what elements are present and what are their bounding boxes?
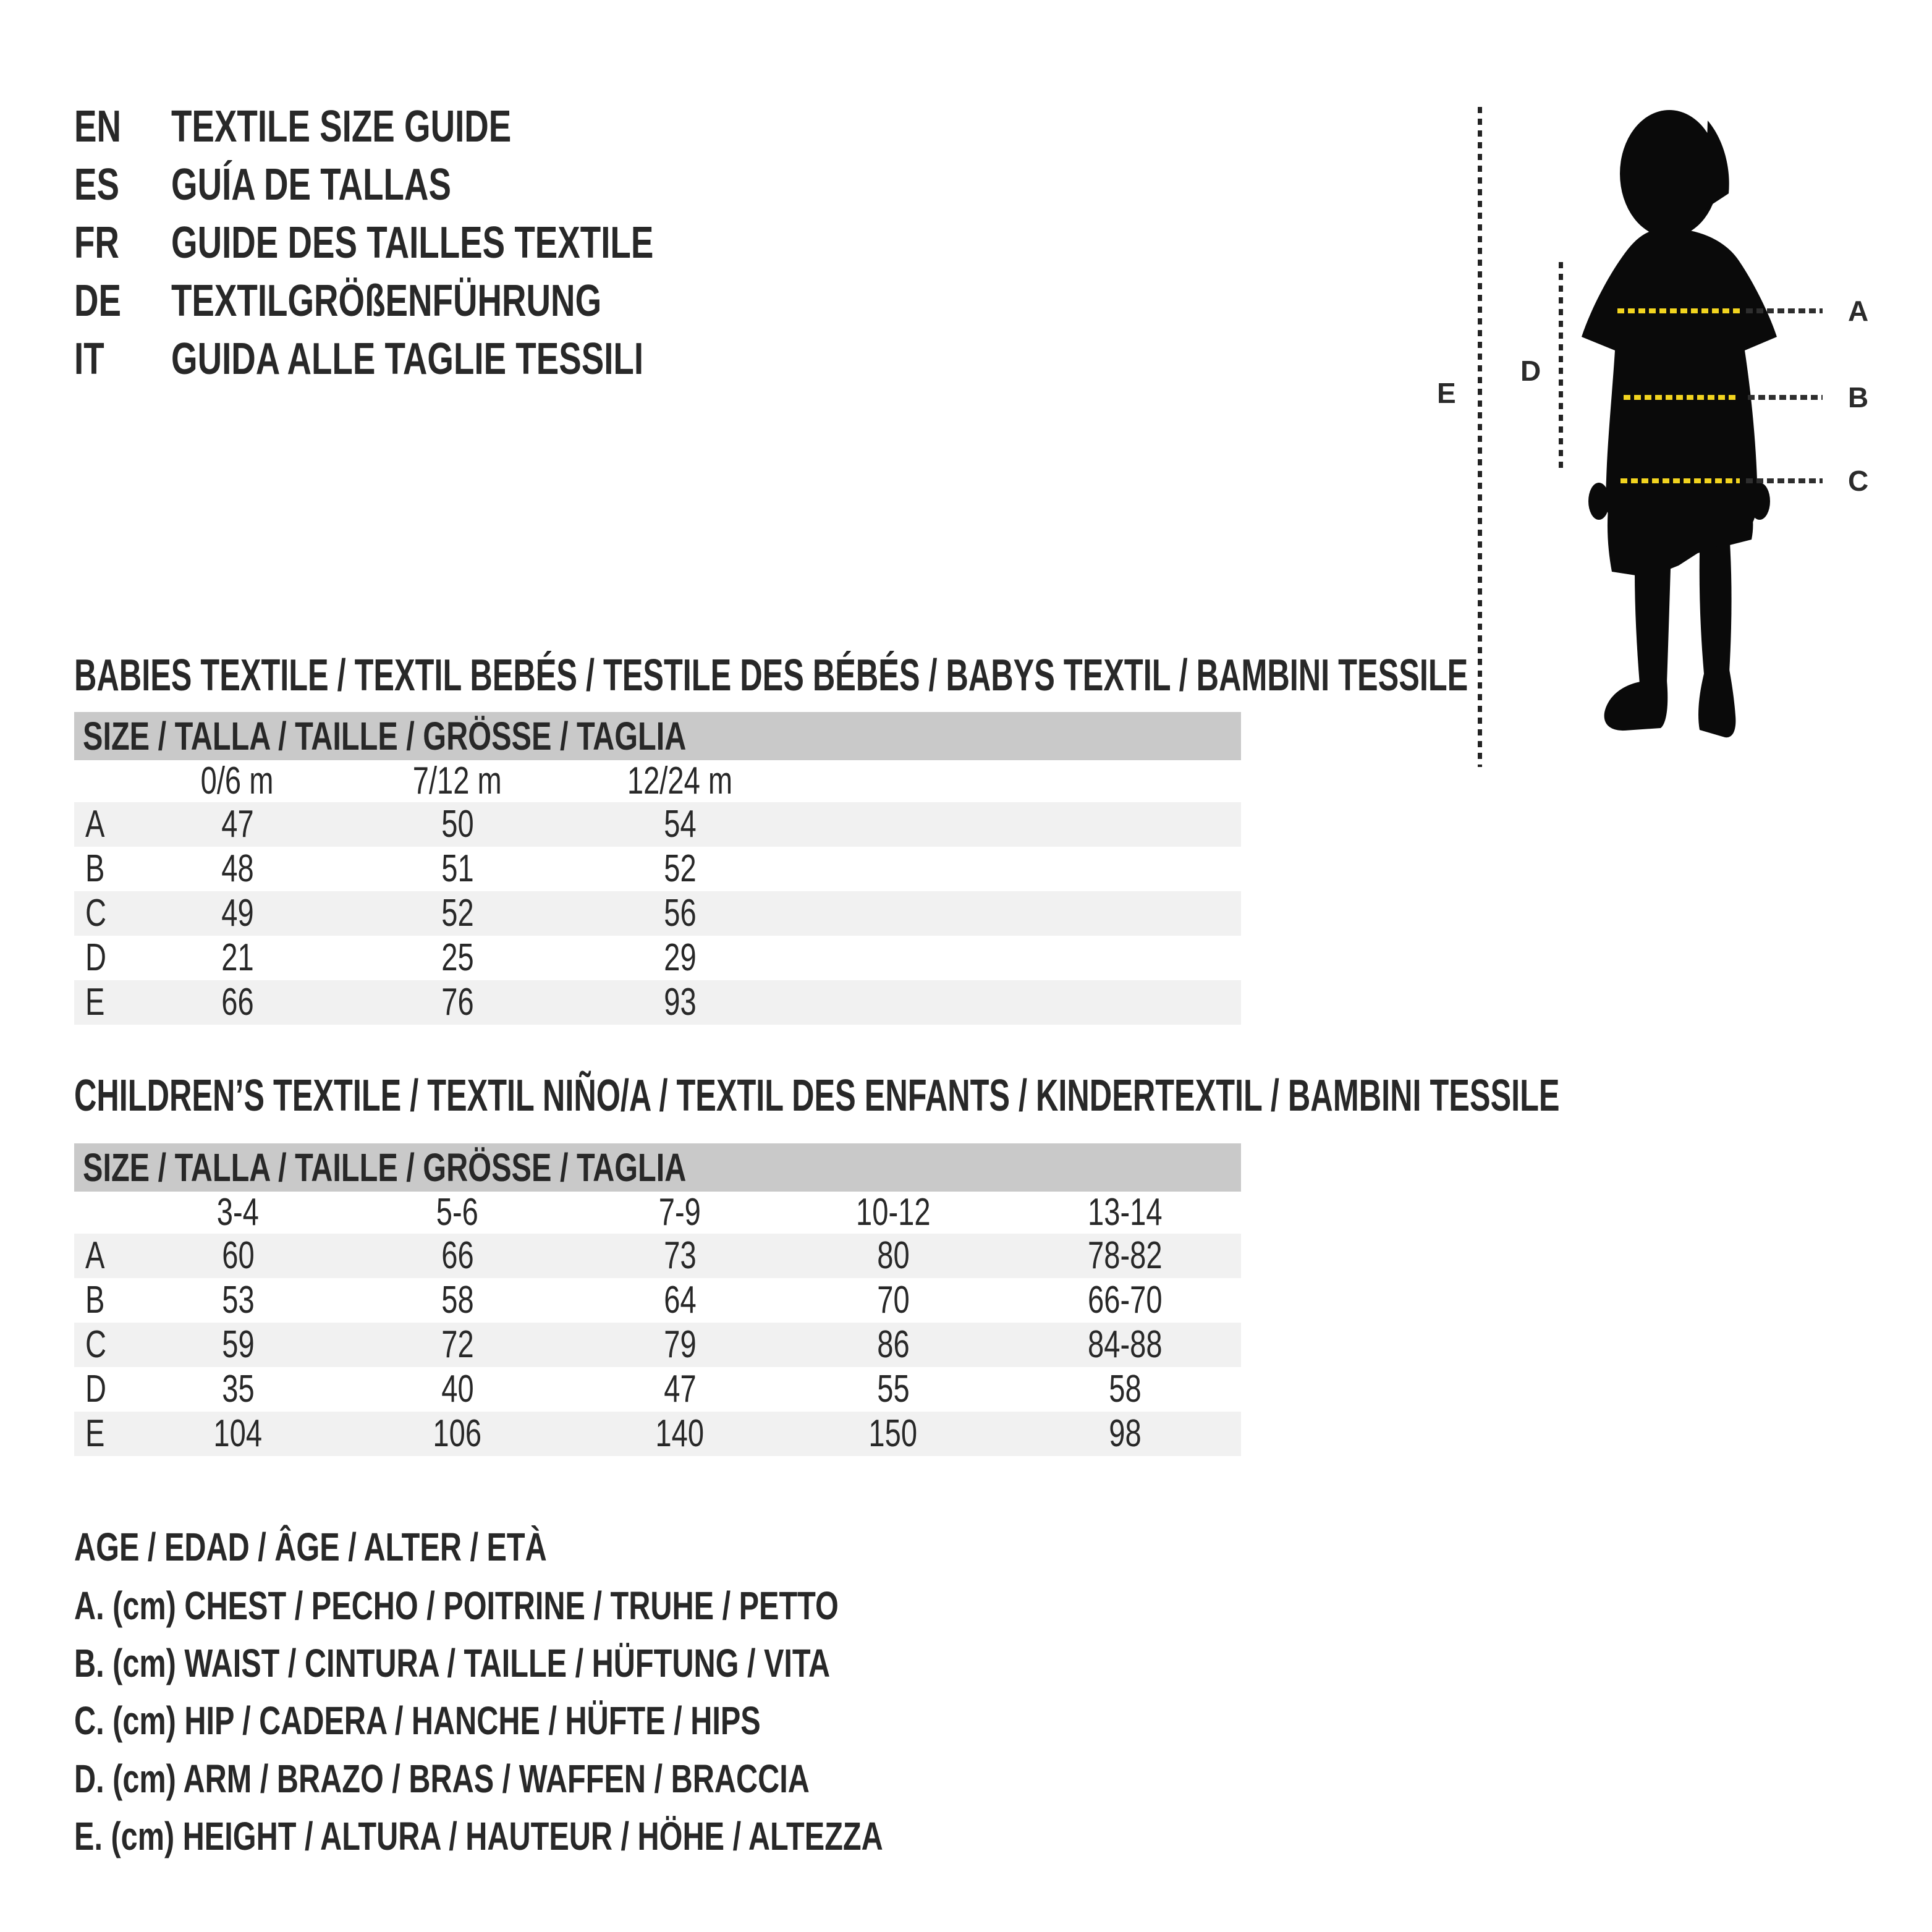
table-cell: 64 — [663, 1279, 697, 1321]
row-label: B — [85, 847, 105, 890]
language-title: TEXTILGRÖßENFÜHRUNG — [171, 276, 602, 326]
table-cell: 79 — [663, 1323, 697, 1366]
table-cell: 66 — [221, 981, 254, 1023]
table-cell: 106 — [433, 1412, 482, 1455]
row-label: E — [85, 1412, 105, 1455]
table-cell: 52 — [663, 847, 697, 890]
table-cell: 35 — [221, 1368, 255, 1410]
language-code: FR — [74, 218, 119, 268]
row-label: A — [85, 1234, 105, 1277]
column-header: 3-4 — [216, 1191, 260, 1234]
column-header: 5-6 — [436, 1191, 479, 1234]
table-cell: 76 — [441, 981, 474, 1023]
table-row — [74, 1323, 1241, 1367]
children-column-header-row — [74, 1192, 1241, 1234]
children-size-header-bar: SIZE / TALLA / TAILLE / GRÖSSE / TAGLIA — [74, 1143, 1241, 1192]
waist-leader-line — [1748, 395, 1823, 400]
legend-line-chest: A. (cm) CHEST / PECHO / POITRINE / TRUHE / PETTO — [74, 1583, 839, 1628]
table-cell: 47 — [221, 803, 254, 845]
table-cell: 73 — [663, 1234, 697, 1277]
column-header: 13-14 — [1087, 1191, 1163, 1234]
chest-tape-line — [1617, 308, 1740, 313]
table-row — [74, 891, 1241, 936]
table-cell: 55 — [876, 1368, 910, 1410]
table-row — [74, 980, 1241, 1025]
language-code: EN — [74, 102, 122, 151]
table-cell: 150 — [868, 1412, 918, 1455]
children-section-title: CHILDREN’S TEXTILE / TEXTIL NIÑO/A / TEXTIL DES ENFANTS / KINDERTEXTIL / BAMBINI TESSILE — [74, 1071, 1560, 1121]
row-label: D — [85, 936, 107, 979]
waist-tape-line — [1624, 395, 1735, 400]
language-code: IT — [74, 334, 104, 384]
marker-label-hip: C — [1848, 465, 1869, 497]
language-code: ES — [74, 160, 119, 210]
column-header: 10-12 — [855, 1191, 931, 1234]
table-row — [74, 936, 1241, 980]
table-cell: 29 — [663, 936, 697, 979]
table-row — [74, 1367, 1241, 1412]
legend-line-hip: C. (cm) HIP / CADERA / HANCHE / HÜFTE / HIPS — [74, 1698, 761, 1743]
legend-line-arm: D. (cm) ARM / BRAZO / BRAS / WAFFEN / BRACCIA — [74, 1756, 810, 1801]
table-row — [74, 847, 1241, 891]
child-silhouette-icon — [1577, 107, 1782, 740]
table-cell: 52 — [441, 892, 474, 934]
table-cell: 93 — [663, 981, 697, 1023]
marker-label-waist: B — [1848, 381, 1869, 413]
legend-line-waist: B. (cm) WAIST / CINTURA / TAILLE / HÜFTUNG / VITA — [74, 1641, 831, 1685]
table-cell: 25 — [441, 936, 474, 979]
language-title: TEXTILE SIZE GUIDE — [171, 102, 512, 151]
table-cell: 56 — [663, 892, 697, 934]
row-label: C — [85, 1323, 107, 1366]
table-cell: 53 — [221, 1279, 255, 1321]
legend-line-age: AGE / EDAD / ÂGE / ALTER / ETÀ — [74, 1525, 547, 1569]
marker-label-chest: A — [1848, 295, 1869, 327]
table-cell: 72 — [441, 1323, 474, 1366]
column-header: 0/6 m — [201, 760, 274, 802]
babies-size-header-bar: SIZE / TALLA / TAILLE / GRÖSSE / TAGLIA — [74, 712, 1241, 760]
table-cell: 66-70 — [1087, 1279, 1163, 1321]
language-title: GUÍA DE TALLAS — [171, 160, 451, 210]
table-row — [74, 1234, 1241, 1278]
babies-section-title: BABIES TEXTILE / TEXTIL BEBÉS / TESTILE DES BÉBÉS / BABYS TEXTIL / BAMBINI TESSILE — [74, 651, 1468, 700]
table-cell: 66 — [441, 1234, 474, 1277]
table-cell: 59 — [221, 1323, 255, 1366]
table-cell: 50 — [441, 803, 474, 845]
table-cell: 49 — [221, 892, 254, 934]
table-cell: 78-82 — [1087, 1234, 1163, 1277]
table-cell: 86 — [876, 1323, 910, 1366]
row-label: D — [85, 1368, 107, 1410]
table-cell: 140 — [655, 1412, 705, 1455]
table-cell: 60 — [221, 1234, 255, 1277]
table-cell: 58 — [441, 1279, 474, 1321]
language-title: GUIDE DES TAILLES TEXTILE — [171, 218, 654, 268]
column-header: 12/24 m — [627, 760, 733, 802]
row-label: A — [85, 803, 105, 845]
column-header: 7/12 m — [412, 760, 502, 802]
table-row — [74, 802, 1241, 847]
marker-label-arm: D — [1520, 355, 1541, 387]
table-cell: 98 — [1108, 1412, 1142, 1455]
language-code: DE — [74, 276, 122, 326]
table-cell: 48 — [221, 847, 254, 890]
table-row — [74, 1412, 1241, 1456]
babies-column-header-row — [74, 760, 1241, 802]
table-cell: 70 — [876, 1279, 910, 1321]
row-label: C — [85, 892, 107, 934]
table-cell: 51 — [441, 847, 474, 890]
table-cell: 54 — [663, 803, 697, 845]
row-label: B — [85, 1279, 105, 1321]
language-title: GUIDA ALLE TAGLIE TESSILI — [171, 334, 644, 384]
table-cell: 84-88 — [1087, 1323, 1163, 1366]
table-cell: 21 — [221, 936, 254, 979]
marker-label-height: E — [1437, 377, 1456, 409]
legend-line-height: E. (cm) HEIGHT / ALTURA / HAUTEUR / HÖHE / ALTEZZA — [74, 1814, 883, 1858]
hip-tape-line — [1621, 478, 1740, 483]
row-label: E — [85, 981, 105, 1023]
arm-dotted-line — [1559, 262, 1563, 470]
chest-leader-line — [1746, 308, 1823, 313]
table-cell: 104 — [213, 1412, 263, 1455]
table-cell: 80 — [876, 1234, 910, 1277]
column-header: 7-9 — [658, 1191, 701, 1234]
table-cell: 47 — [663, 1368, 697, 1410]
table-row — [74, 1278, 1241, 1323]
table-cell: 40 — [441, 1368, 474, 1410]
hip-leader-line — [1746, 478, 1823, 483]
table-cell: 58 — [1108, 1368, 1142, 1410]
